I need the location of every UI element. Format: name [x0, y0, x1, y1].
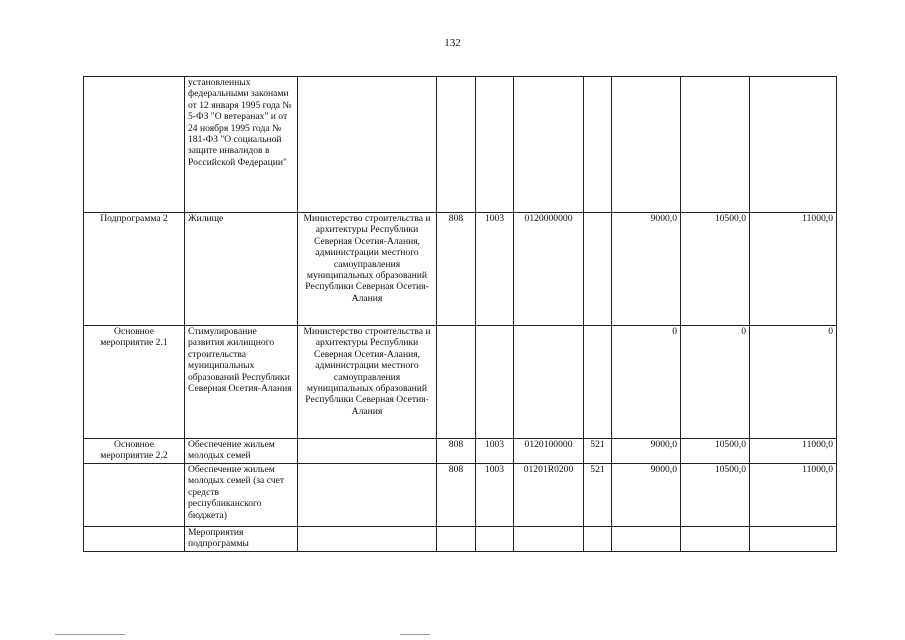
cell-vr: [584, 326, 612, 439]
cell-rzpr: 1003: [476, 439, 514, 464]
cell-executor: Министерство строительства и архитектуры Республики Северная Осетия-Алания, администрации местного самоуправления муниципальных образований Республики Северная Осетия-Алания: [298, 326, 437, 439]
cell-year2: 0: [681, 326, 750, 439]
table-row: [84, 527, 837, 552]
cell-program-name: Обеспечение жильем молодых семей (за счет средств республиканского бюджета): [185, 464, 298, 527]
cell-program-name: Обеспечение жильем молодых семей: [185, 439, 298, 464]
cell-csr: 01201R0200: [514, 464, 584, 527]
cell-status: [84, 464, 185, 527]
cell-vr: 521: [584, 464, 612, 527]
cell-rzpr: 1003: [476, 213, 514, 326]
cell-rzpr: [476, 326, 514, 439]
cell-grbs: 808: [437, 464, 476, 527]
cell-csr: 0120100000: [514, 439, 584, 464]
cell-year3: 11000,0: [750, 464, 837, 527]
cell-year3: [750, 77, 837, 213]
cell-year1: 0: [612, 326, 681, 439]
cell-year2: 10500,0: [681, 439, 750, 464]
cell-year3: [750, 527, 837, 552]
cell-executor: [298, 77, 437, 213]
cell-status: Основное мероприятие 2.2: [84, 439, 185, 464]
cell-program-name: Стимулирование развития жилищного строительства муниципальных образований Республики Северная Осетия-Алания: [185, 326, 298, 439]
table-row: [84, 213, 837, 326]
table-body: [84, 77, 837, 552]
cell-year1: [612, 527, 681, 552]
cell-rzpr: [476, 527, 514, 552]
cell-year2: [681, 527, 750, 552]
cell-grbs: [437, 527, 476, 552]
cell-csr: [514, 527, 584, 552]
cell-year1: 9000,0: [612, 464, 681, 527]
cell-year1: 9000,0: [612, 439, 681, 464]
scan-artifact: [55, 634, 125, 635]
cell-year3: 0: [750, 326, 837, 439]
cell-rzpr: 1003: [476, 464, 514, 527]
cell-vr: 521: [584, 439, 612, 464]
cell-year2: [681, 77, 750, 213]
cell-executor: [298, 527, 437, 552]
cell-csr: [514, 77, 584, 213]
cell-grbs: [437, 326, 476, 439]
cell-grbs: 808: [437, 213, 476, 326]
page-number: 132: [444, 37, 461, 49]
cell-year2: 10500,0: [681, 464, 750, 527]
cell-csr: 0120000000: [514, 213, 584, 326]
cell-year1: [612, 77, 681, 213]
cell-year3: 11000,0: [750, 439, 837, 464]
table-row: [84, 464, 837, 527]
cell-vr: [584, 527, 612, 552]
cell-program-name: Жилище: [185, 213, 298, 326]
table-row: [84, 326, 837, 439]
cell-rzpr: [476, 77, 514, 213]
cell-year1: 9000,0: [612, 213, 681, 326]
cell-year2: 10500,0: [681, 213, 750, 326]
cell-vr: [584, 77, 612, 213]
cell-program-name: Мероприятия подпрограммы: [185, 527, 298, 552]
table-row: [84, 77, 837, 213]
cell-grbs: 808: [437, 439, 476, 464]
cell-executor: [298, 464, 437, 527]
cell-status: Основное мероприятие 2.1: [84, 326, 185, 439]
cell-csr: [514, 326, 584, 439]
cell-executor: [298, 439, 437, 464]
scan-artifact: [400, 634, 430, 635]
cell-status: Подпрограмма 2: [84, 213, 185, 326]
cell-grbs: [437, 77, 476, 213]
cell-executor: Министерство строительства и архитектуры Республики Северная Осетия-Алания, администрации местного самоуправления муниципальных образований Республики Северная Осетия-Алания: [298, 213, 437, 326]
table-row: [84, 439, 837, 464]
cell-program-name: установленных федеральными законами от 12 января 1995 года № 5-ФЗ "О ветеранах" и от 24 ноября 1995 года № 181-ФЗ "О социальной защите инвалидов в Российской Федерации": [185, 77, 298, 213]
cell-vr: [584, 213, 612, 326]
cell-status: [84, 77, 185, 213]
cell-status: [84, 527, 185, 552]
budget-table: [83, 76, 837, 552]
cell-year3: 11000,0: [750, 213, 837, 326]
